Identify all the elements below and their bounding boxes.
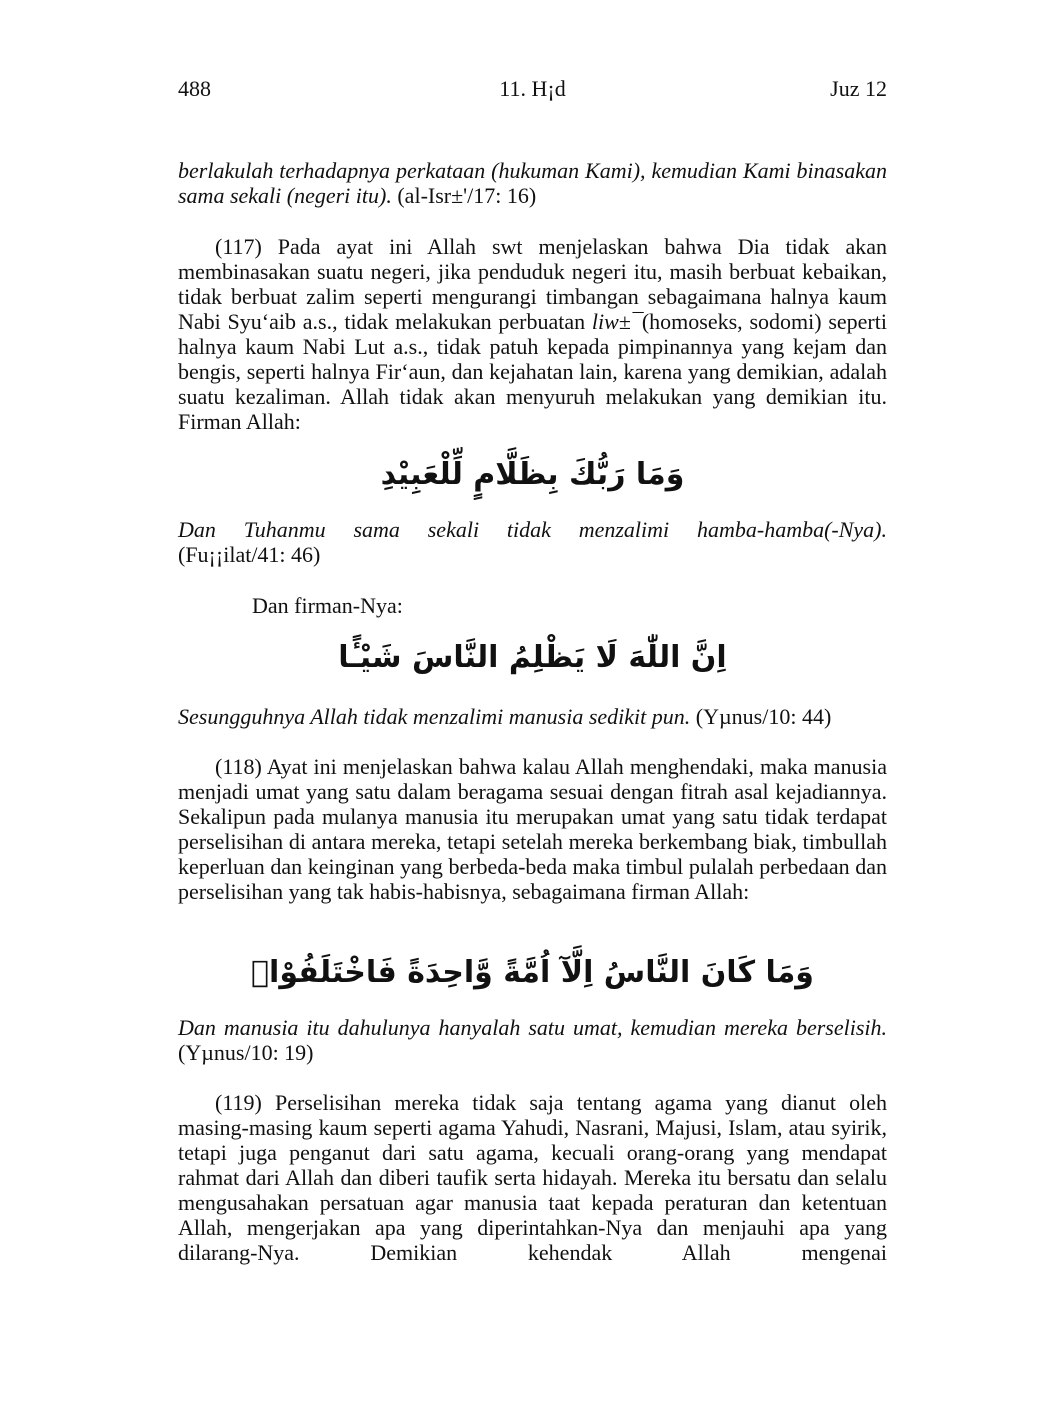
chapter-title: 11. H¡d — [499, 76, 566, 101]
paragraph-119-text: (119) Perselisihan mereka tidak saja tentang agama yang dianut oleh masing-masing kaum seperti agama Yahudi, Nasrani, Majusi, Islam, atau syirik, tetapi juga penganut dari satu agama, kecuali orang-orang yang mendapat rahmat dari Allah dan diberi taufik serta hidayah. Mereka itu bersatu dan selalu mengusahakan persatuan agar manusia taat kepada peraturan dan ketentuan Allah, mengerjakan apa yang diperintahkan-Nya dan menjauhi apa yang dilarang-Nya. Demikian kehendak Allah mengenai — [178, 1090, 887, 1265]
paragraph-118-text: (118) Ayat ini menjelaskan bahwa kalau Allah menghendaki, maka manusia menjadi umat yang satu dalam beragama sesuai dengan fitrah asal kejadiannya. Sekalipun pada mulanya manusia itu merupakan umat yang satu tidak terdapat perselisihan di antara mereka, tetapi setelah mereka berkembang biak, timbullah keperluan dan keinginan yang berbeda-beda maka timbul pulalah perbedaan dan perselisihan yang tak habis-habisnya, sebagaimana firman Allah: — [178, 754, 887, 904]
verse-2-translation: Sesungguhnya Allah tidak menzalimi manusia sedikit pun. — [178, 704, 691, 729]
verse-3-arabic: وَمَا كَانَ النَّاسُ اِلَّآ اُمَّةً وَّاحِدَةً فَاخْتَلَفُوْاۗ — [251, 955, 814, 990]
paragraph-117 — [178, 234, 887, 434]
verse-1-translation-block — [178, 517, 887, 567]
verse-3-translation: Dan manusia itu dahulunya hanyalah satu umat, kemudian mereka berselisih. — [178, 1015, 887, 1040]
lead-in-text: Dan firman-Nya: — [252, 593, 403, 618]
verse-1-translation: Dan Tuhanmu sama sekali tidak menzalimi hamba-hamba(-Nya). — [178, 517, 887, 542]
verse-1-reference: (Fu¡¡ilat/41: 46) — [178, 542, 321, 567]
paragraph-119 — [178, 1090, 887, 1265]
paragraph-117-text-b: (homoseks, sodomi) seperti halnya kaum Nabi Lut a.s., tidak patuh kepada pimpinannya yang kejam dan bengis, seperti halnya Fir‘aun, dan kejahatan lain, karena yang demikian, adalah suatu kezaliman. Allah tidak akan menyuruh melakukan yang demikian itu. Firman Allah: — [178, 309, 887, 434]
paragraph-118 — [178, 754, 887, 904]
juz-label: Juz 12 — [830, 76, 887, 101]
verse-1-arabic: وَمَا رَبُّكَ بِظَلَّامٍ لِّلْعَبِيْدِ — [380, 457, 685, 492]
page-number: 488 — [178, 76, 211, 101]
paragraph-117-text-a: (117) Pada ayat ini Allah swt menjelaskan bahwa Dia tidak akan membinasakan suatu negeri, jika penduduk negeri itu, masih berbuat kebaikan, tidak berbuat zalim seperti mengurangi timbangan sebagaimana halnya kaum Nabi Syu‘aib a.s., tidak melakukan perbuatan — [178, 234, 887, 334]
verse-2-arabic: اِنَّ اللّٰهَ لَا يَظْلِمُ النَّاسَ شَيْـًٔا — [338, 640, 727, 675]
verse-3-translation-block — [178, 1015, 887, 1065]
page-header — [178, 76, 887, 102]
passage-top-reference: (al-Isr±'/17: 16) — [391, 183, 537, 208]
verse-2-reference: (Yµnus/10: 44) — [690, 704, 832, 729]
verse-3-reference: (Yµnus/10: 19) — [178, 1040, 314, 1065]
passage-top — [178, 158, 887, 208]
passage-top-translation: berlakulah terhadapnya perkataan (hukuman Kami), kemudian Kami binasakan sama sekali (negeri itu). — [178, 158, 887, 208]
paragraph-117-term: liw±¯ — [591, 309, 642, 334]
verse-2-translation-block — [178, 704, 887, 729]
